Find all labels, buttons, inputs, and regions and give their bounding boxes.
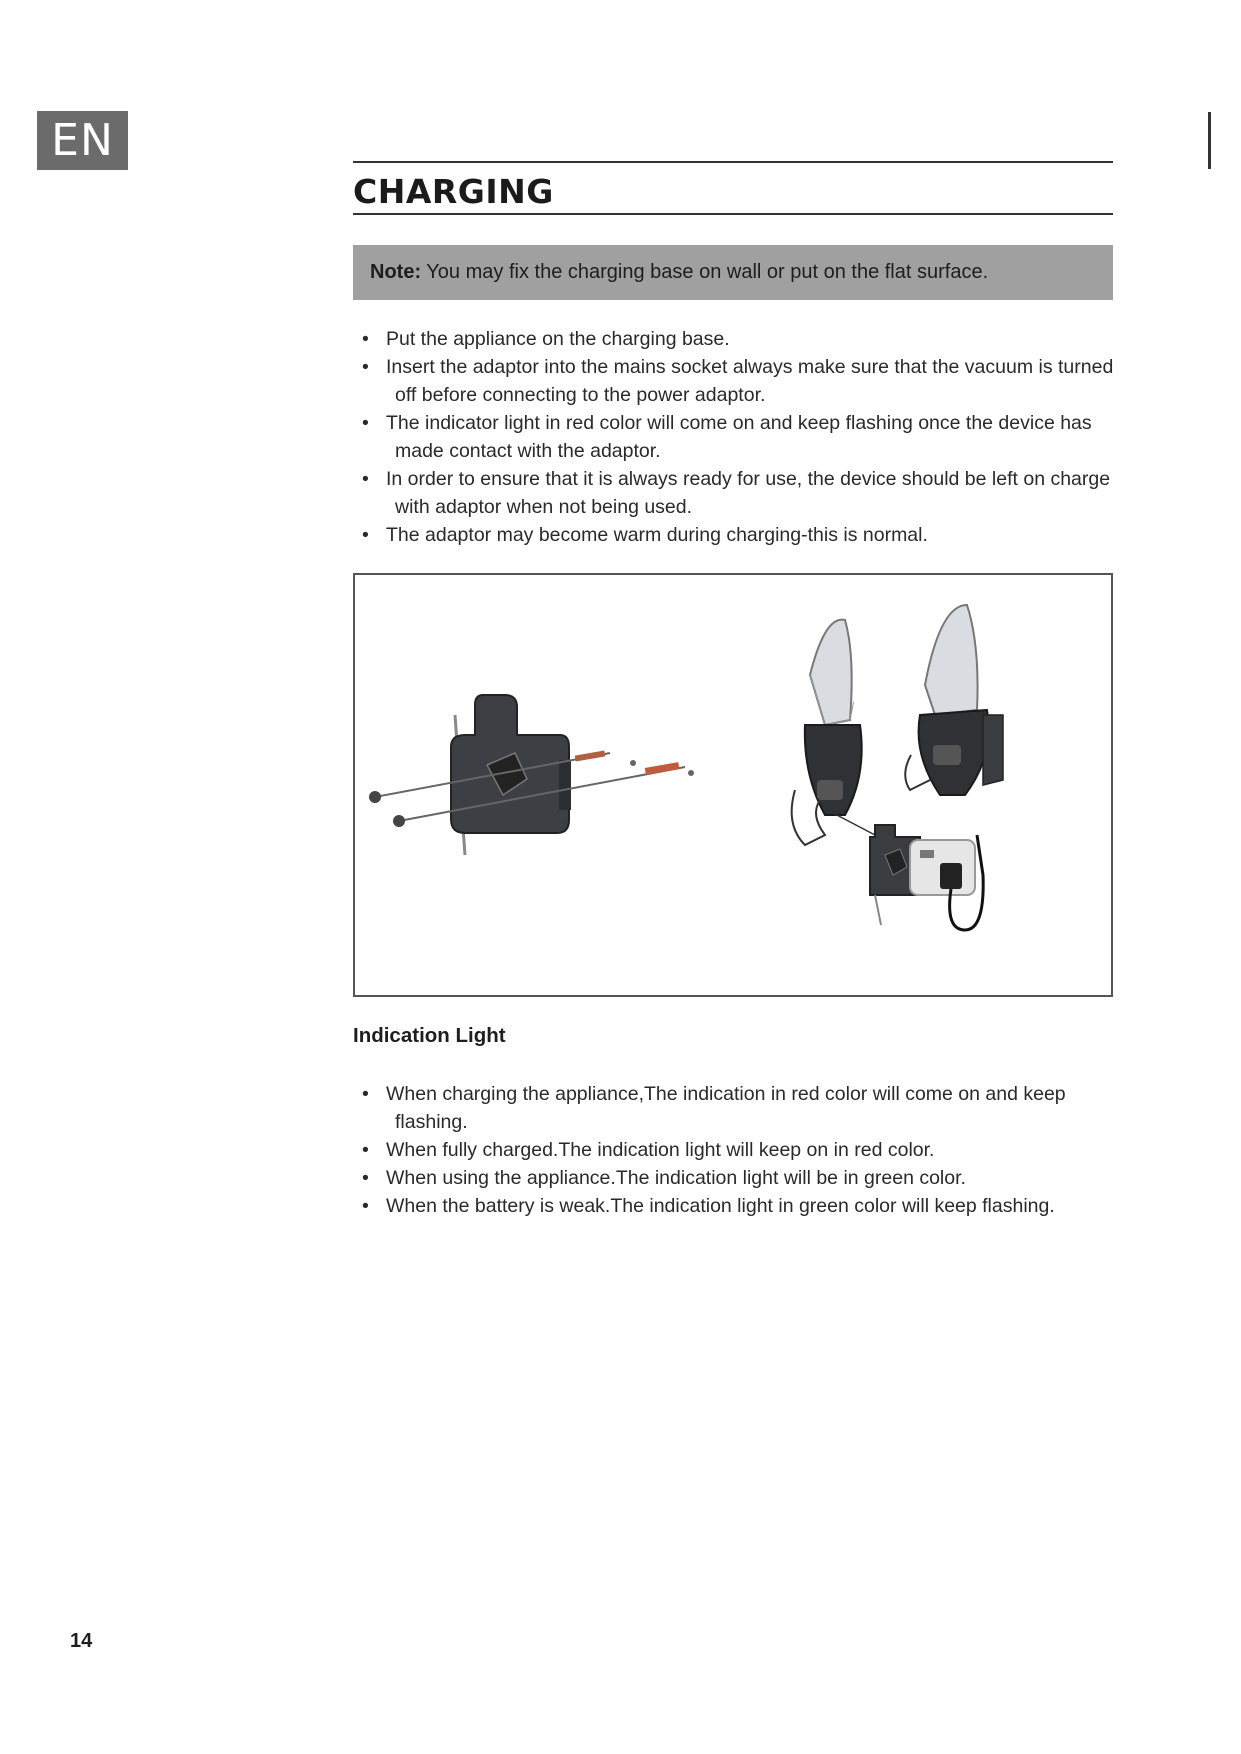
list-item: • Insert the adaptor into the mains socket always make sure that the vacuum is turned off before connecting to the power adaptor.	[362, 353, 1133, 409]
title-top-rule	[353, 161, 1113, 163]
list-item: • When the battery is weak.The indication light in green color will keep flashing.	[362, 1192, 1133, 1220]
page-edge-marker	[1208, 112, 1211, 169]
vacuum-docking-drawing	[792, 620, 920, 925]
list-item: • In order to ensure that it is always ready for use, the device should be left on charge with adaptor when not being used.	[362, 465, 1133, 521]
list-item: • When using the appliance.The indication light will be in green color.	[362, 1164, 1133, 1192]
note-label: Note:	[370, 261, 422, 283]
language-tab: EN	[37, 111, 128, 170]
note-box	[353, 245, 1113, 300]
charging-illustration	[353, 573, 1113, 997]
note-text: You may fix the charging base on wall or put on the flat surface.	[421, 261, 989, 283]
list-item: • The adaptor may become warm during charging-this is normal.	[362, 521, 1133, 549]
wall-socket-drawing	[910, 835, 983, 930]
title-bottom-rule	[353, 213, 1113, 215]
wall-base-drawing	[369, 695, 694, 855]
indication-list	[353, 1080, 1133, 1220]
charging-illustration-drawing	[355, 575, 1111, 995]
charging-steps-list	[353, 325, 1133, 549]
list-item: • When fully charged.The indication light will keep on in red color.	[362, 1136, 1133, 1164]
page-number: 14	[70, 1630, 93, 1652]
list-item: • Put the appliance on the charging base.	[362, 325, 1133, 353]
list-item: • When charging the appliance,The indication in red color will come on and keep flashing.	[362, 1080, 1133, 1136]
vacuum-docked-drawing	[905, 605, 1003, 795]
indication-heading: Indication Light	[353, 1024, 506, 1047]
section-title: CHARGING	[353, 172, 554, 211]
list-item: • The indicator light in red color will come on and keep flashing once the device has made contact with the adaptor.	[362, 409, 1133, 465]
